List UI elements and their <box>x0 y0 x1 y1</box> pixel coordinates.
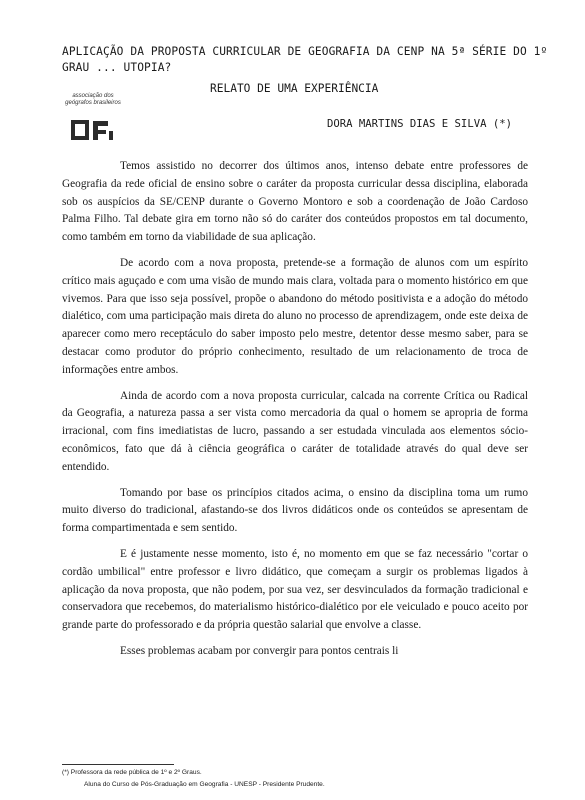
footnote-line: Aluna do Curso de Pós-Graduação em Geografia - UNESP - Presidente Prudente. <box>84 781 325 788</box>
paragraph: E é justamente nesse momento, isto é, no momento em que se faz necessário "cortar o cordão umbilical" entre professor e livro didático, que começam a surgir os problemas ligados à aplicação da nova proposta, que não podem, por sua vez, ser desvinculados da formação tradicional e conservadora que recebemos, do materialismo histórico-dialético por ele veiculado e pouco aceito por grande parte do professorado e da própria questão salarial que envolve a classe. <box>62 547 528 632</box>
document-subtitle: RELATO DE UMA EXPERIÊNCIA <box>210 82 379 95</box>
footnote-divider <box>62 764 174 765</box>
paragraph: Esses problemas acabam por convergir para pontos centrais li <box>120 644 399 657</box>
body-text <box>62 158 528 669</box>
footnote-line: (*) Professora da rede pública de 1º e 2º Graus. <box>62 769 202 776</box>
association-stamp <box>60 93 126 145</box>
document-title: APLICAÇÃO DA PROPOSTA CURRICULAR DE GEOGRAFIA DA CENP NA 5ª SÉRIE DO 1º GRAU ... UTOPIA? <box>62 45 548 74</box>
paragraph: Ainda de acordo com a nova proposta curricular, calcada na corrente Crítica ou Radical da Geografia, a natureza passa a ser vista como mercadoria da qual o homem se apropria de forma irracional, com fins imediatistas de lucro, passando a ser estudada vinculada aos elementos sócio-econômicos, fato que dá à ciência geográfica o caráter de totalidade através do qual deve ser entendido. <box>62 389 528 473</box>
stamp-logo-icon <box>70 117 114 143</box>
paragraph: Temos assistido no decorrer dos últimos anos, intenso debate entre professores de Geografia da rede oficial de ensino sobre o caráter da proposta curricular dessa disciplina, elaborada sob os auspícios da SE/CENP durante o Governo Montoro e sob a coordenação de João Cardoso Palma Filho. Tal debate gira em torno não só do caráter dos conteúdos propostos em tal documento, como também em torno da viabilidade de sua aplicação. <box>62 160 528 244</box>
stamp-text: associação dos geógrafos brasileiros <box>65 93 121 106</box>
paragraph: Tomando por base os princípios citados acima, o ensino da disciplina toma um rumo muito diverso do tradicional, afastando-se dos livros didáticos onde os conteúdos se apresentam de forma compartimentada e sem sentido. <box>62 486 528 535</box>
author-name: DORA MARTINS DIAS E SILVA (*) <box>327 118 512 130</box>
footnote <box>62 767 532 791</box>
paragraph: De acordo com a nova proposta, pretende-se a formação de alunos com um espírito crítico mais aguçado e com uma visão de mundo mais clara, voltada para o momento histórico em que vivemos. Para que isso seja possível, propõe o abandono do método positivista e a adoção do método dialético, com uma participação mais direta do aluno no processo de aprendizagem, onde este deixa de aparecer como mero receptáculo do saber imposto pelo mestre, detentor desse mesmo saber, para se destacar como produtor do próprio conhecimento, resultado de um relacionamento de troca de informações entre ambos. <box>62 256 528 376</box>
